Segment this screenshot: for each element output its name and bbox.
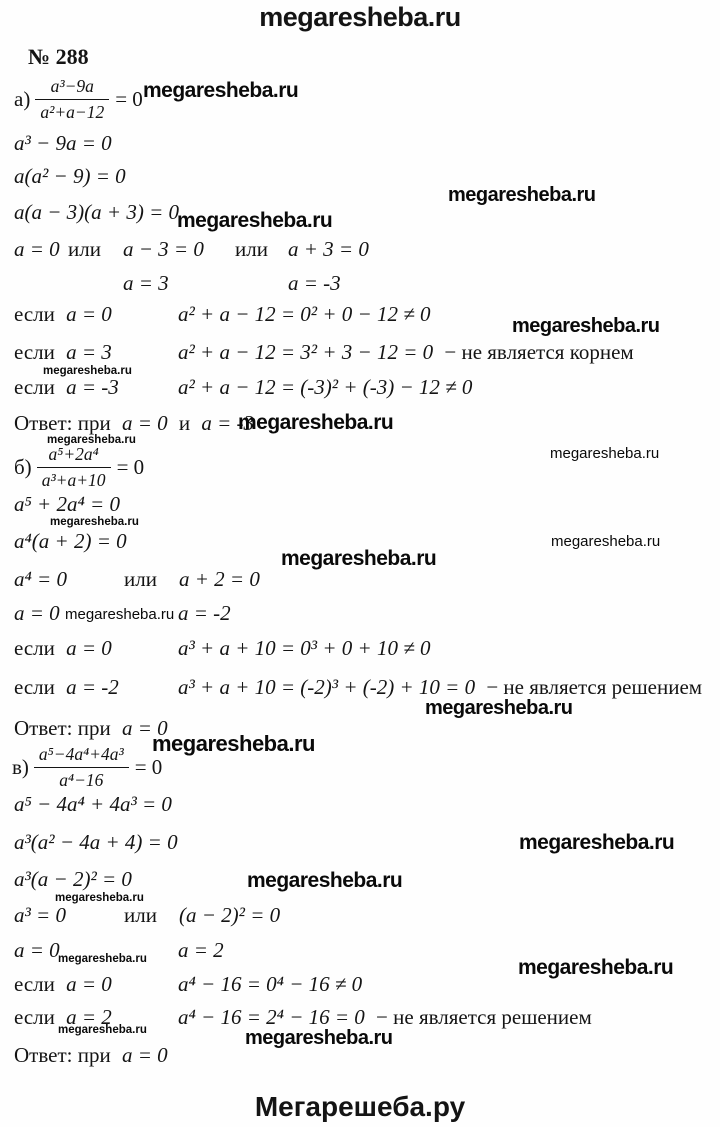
condition: a = 0 xyxy=(66,636,112,660)
sec-b-fraction-equation xyxy=(14,444,144,491)
check-expression: a² + a − 12 = (-3)² + (-3) − 12 ≠ 0 xyxy=(178,375,473,399)
if-word: если xyxy=(14,302,55,326)
check-expression: a² + a − 12 = 0² + 0 − 12 ≠ 0 xyxy=(178,302,431,326)
sec-v-case-1: a³ = 0 xyxy=(14,903,66,927)
sec-v-step-2: a³(a² − 4a + 4) = 0 xyxy=(14,830,178,854)
condition: a = -2 xyxy=(66,675,119,699)
sec-v-root-2: a = 2 xyxy=(178,938,224,962)
sec-v-equals-zero: = 0 xyxy=(134,755,163,779)
if-word: если xyxy=(14,636,55,660)
answer-value-1: a = 0 xyxy=(121,716,168,740)
sec-a-step-2: a(a² − 9) = 0 xyxy=(14,164,126,188)
sec-v-fraction xyxy=(34,744,129,791)
or-word: или xyxy=(124,903,157,927)
watermark: megaresheba.ru xyxy=(425,697,573,719)
sec-a-root-2: a = -3 xyxy=(288,271,341,295)
or-word: или xyxy=(68,237,101,261)
sec-b-numerator: a⁵+2a⁴ xyxy=(48,444,99,464)
answer-value-1: a = 0 xyxy=(121,1043,168,1067)
sec-b-step-2: a⁴(a + 2) = 0 xyxy=(14,529,127,553)
check-note: − не является корнем xyxy=(444,340,634,364)
watermark: megaresheba.ru xyxy=(550,445,660,462)
watermark: megaresheba.ru xyxy=(512,315,660,337)
sec-v-step-1: a⁵ − 4a⁴ + 4a³ = 0 xyxy=(14,792,172,816)
sec-b-denominator: a³+a+10 xyxy=(37,467,111,491)
condition: a = 0 xyxy=(66,302,112,326)
sec-a-numerator: a³−9a xyxy=(50,76,94,96)
sec-b-root-1: a = 0 xyxy=(14,601,60,625)
sec-v-fraction-equation xyxy=(12,744,162,791)
watermark: megaresheba.ru xyxy=(143,79,299,102)
check-note: − не является решением xyxy=(376,1005,592,1029)
answer-word: Ответ: при xyxy=(14,411,111,435)
sec-a-fraction-equation xyxy=(14,76,143,123)
sec-v-root-1: a = 0 xyxy=(14,938,60,962)
sec-a-denominator: a²+a−12 xyxy=(35,99,109,123)
sec-b-answer xyxy=(14,716,168,742)
watermark: megaresheba.ru xyxy=(58,953,147,965)
site-watermark-header: megaresheba.ru xyxy=(259,2,461,32)
watermark: megaresheba.ru xyxy=(518,956,674,979)
sec-a-root-1: a = 3 xyxy=(123,271,169,295)
condition: a = 2 xyxy=(66,1005,112,1029)
if-word: если xyxy=(14,340,55,364)
or-word: или xyxy=(124,567,157,591)
watermark: megaresheba.ru xyxy=(448,184,596,206)
sec-b-equals-zero: = 0 xyxy=(116,455,145,479)
sec-a-step-1: a³ − 9a = 0 xyxy=(14,131,112,155)
sec-v-case-2: (a − 2)² = 0 xyxy=(179,903,281,927)
sec-v-answer xyxy=(14,1043,168,1069)
watermark: megaresheba.ru xyxy=(152,731,315,756)
sec-b-step-1: a⁵ + 2a⁴ = 0 xyxy=(14,492,120,516)
sec-b-case-1: a⁴ = 0 xyxy=(14,567,67,591)
sec-v-step-3: a³(a − 2)² = 0 xyxy=(14,867,132,891)
check-expression: a² + a − 12 = 3² + 3 − 12 = 0 xyxy=(178,340,434,364)
or-word: или xyxy=(235,237,268,261)
sec-a-step-3: a(a − 3)(a + 3) = 0 xyxy=(14,200,179,224)
sec-b-label: б) xyxy=(14,455,32,479)
check-expression: a⁴ − 16 = 2⁴ − 16 = 0 xyxy=(178,1005,365,1029)
check-expression: a³ + a + 10 = (-2)³ + (-2) + 10 = 0 xyxy=(178,675,476,699)
watermark: megaresheba.ru xyxy=(50,516,139,528)
sec-a-label: а) xyxy=(14,87,31,111)
problem-number: № 288 xyxy=(28,44,89,69)
answer-value-2: a = -3 xyxy=(201,411,255,435)
check-note: − не является решением xyxy=(486,675,703,699)
sec-v-numerator: a⁵−4a⁴+4a³ xyxy=(38,744,124,764)
watermark: megaresheba.ru xyxy=(65,606,175,623)
condition: a = 0 xyxy=(66,972,112,996)
answer-conjunction: и xyxy=(178,411,191,435)
if-word: если xyxy=(14,675,55,699)
if-word: если xyxy=(14,375,55,399)
watermark: megaresheba.ru xyxy=(247,869,403,892)
watermark: megaresheba.ru xyxy=(281,547,437,570)
sec-a-case-2: a − 3 = 0 xyxy=(123,237,204,261)
watermark: megaresheba.ru xyxy=(177,209,333,232)
sec-a-equals-zero: = 0 xyxy=(115,87,143,111)
answer-word: Ответ: при xyxy=(14,1043,111,1067)
sec-b-root-2: a = -2 xyxy=(178,601,231,625)
check-expression: a⁴ − 16 = 0⁴ − 16 ≠ 0 xyxy=(178,972,363,996)
condition: a = -3 xyxy=(66,375,119,399)
watermark: megaresheba.ru xyxy=(55,892,144,904)
watermark: megaresheba.ru xyxy=(58,1024,147,1036)
sec-b-fraction xyxy=(37,444,111,491)
sec-a-case-1: a = 0 xyxy=(14,237,60,261)
site-watermark-footer: Мегарешеба.ру xyxy=(254,1091,466,1122)
watermark: megaresheba.ru xyxy=(245,1027,393,1049)
watermark: megaresheba.ru xyxy=(238,411,394,434)
watermark: megaresheba.ru xyxy=(551,533,661,550)
answer-word: Ответ: при xyxy=(14,716,111,740)
watermark: megaresheba.ru xyxy=(43,365,132,377)
sec-v-denominator: a⁴−16 xyxy=(34,767,129,791)
sec-a-case-3: a + 3 = 0 xyxy=(288,237,369,261)
check-expression: a³ + a + 10 = 0³ + 0 + 10 ≠ 0 xyxy=(178,636,431,660)
watermark: megaresheba.ru xyxy=(519,831,675,854)
sec-b-case-2: a + 2 = 0 xyxy=(179,567,260,591)
answer-value-1: a = 0 xyxy=(121,411,168,435)
sec-v-label: в) xyxy=(12,755,29,779)
if-word: если xyxy=(14,1005,55,1029)
sec-a-fraction xyxy=(35,76,109,123)
watermark: megaresheba.ru xyxy=(47,434,136,446)
condition: a = 3 xyxy=(66,340,112,364)
if-word: если xyxy=(14,972,55,996)
